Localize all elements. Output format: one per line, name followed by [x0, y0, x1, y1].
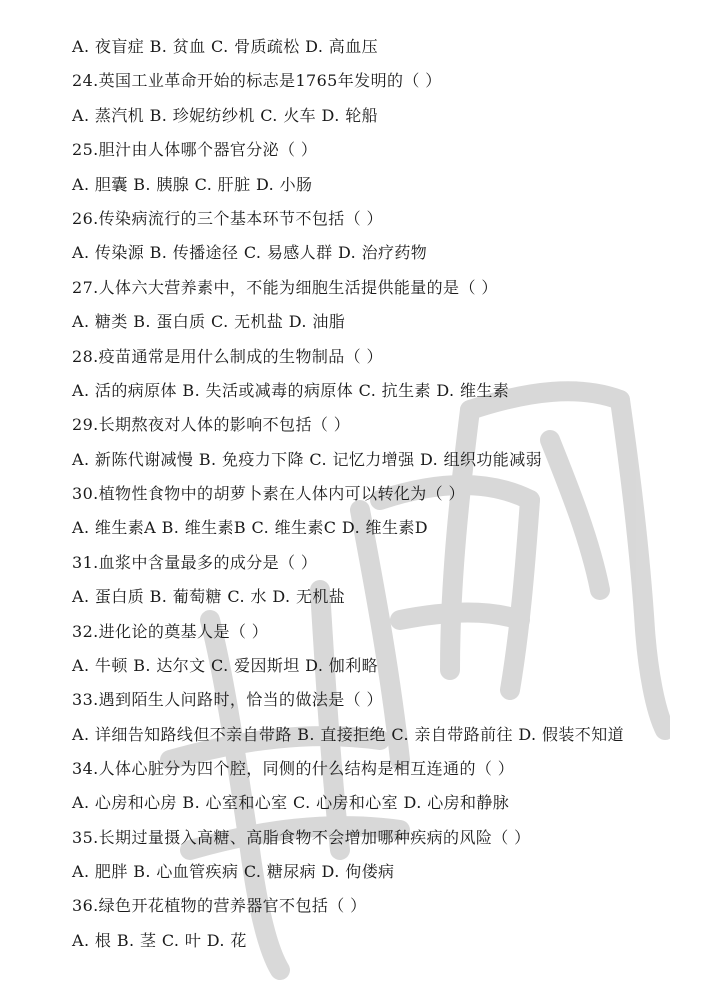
question-line: 32.进化论的奠基人是（ ）: [72, 621, 269, 641]
options-line: A. 新陈代谢减慢 B. 免疫力下降 C. 记忆力增强 D. 组织功能减弱: [72, 449, 542, 469]
options-line: A. 夜盲症 B. 贫血 C. 骨质疏松 D. 高血压: [72, 37, 378, 56]
question-line: 34.人体心脏分为四个腔，同侧的什么结构是相互连通的（ ）: [72, 758, 515, 778]
options-line: A. 维生素A B. 维生素B C. 维生素C D. 维生素D: [72, 518, 428, 538]
question-line: 33.遇到陌生人问路时，恰当的做法是（ ）: [72, 690, 383, 710]
options-line: A. 根 B. 茎 C. 叶 D. 花: [72, 930, 247, 950]
question-line: 30.植物性食物中的胡萝卜素在人体内可以转化为（ ）: [72, 484, 465, 504]
question-line: 26.传染病流行的三个基本环节不包括（ ）: [72, 208, 383, 228]
question-line: 24.英国工业革命开始的标志是1765年发明的（ ）: [72, 71, 442, 91]
question-line: 35.长期过量摄入高糖、高脂食物不会增加哪种疾病的风险（ ）: [72, 827, 531, 847]
options-line: A. 糖类 B. 蛋白质 C. 无机盐 D. 油脂: [72, 312, 346, 332]
options-line: A. 传染源 B. 传播途径 C. 易感人群 D. 治疗药物: [72, 243, 428, 263]
options-line: A. 心房和心房 B. 心室和心室 C. 心房和心室 D. 心房和静脉: [72, 793, 510, 813]
options-line: A. 肥胖 B. 心血管疾病 C. 糖尿病 D. 佝偻病: [72, 861, 395, 881]
question-line: 25.胆汁由人体哪个器官分泌（ ）: [72, 140, 318, 160]
question-line: 29.长期熬夜对人体的影响不包括（ ）: [72, 415, 351, 435]
options-line: A. 牛顿 B. 达尔文 C. 爱因斯坦 D. 伽利略: [72, 656, 378, 676]
question-line: 28.疫苗通常是用什么制成的生物制品（ ）: [72, 346, 383, 366]
question-line: 27.人体六大营养素中，不能为细胞生活提供能量的是（ ）: [72, 277, 498, 297]
options-line: A. 活的病原体 B. 失活或减毒的病原体 C. 抗生素 D. 维生素: [72, 380, 510, 400]
options-line-wrapped: A. 详细告知路线但不亲自带路 B. 直接拒绝 C. 亲自带路前往 D. 假装不知道: [72, 724, 624, 744]
options-line: A. 蒸汽机 B. 珍妮纺纱机 C. 火车 D. 轮船: [72, 105, 378, 125]
question-line: 36.绿色开花植物的营养器官不包括（ ）: [72, 896, 367, 916]
question-line: 31.血浆中含量最多的成分是（ ）: [72, 552, 318, 572]
question-list: [72, 30, 652, 958]
options-line: A. 蛋白质 B. 葡萄糖 C. 水 D. 无机盐: [72, 587, 346, 607]
options-line: A. 胆囊 B. 胰腺 C. 肝脏 D. 小肠: [72, 174, 313, 194]
